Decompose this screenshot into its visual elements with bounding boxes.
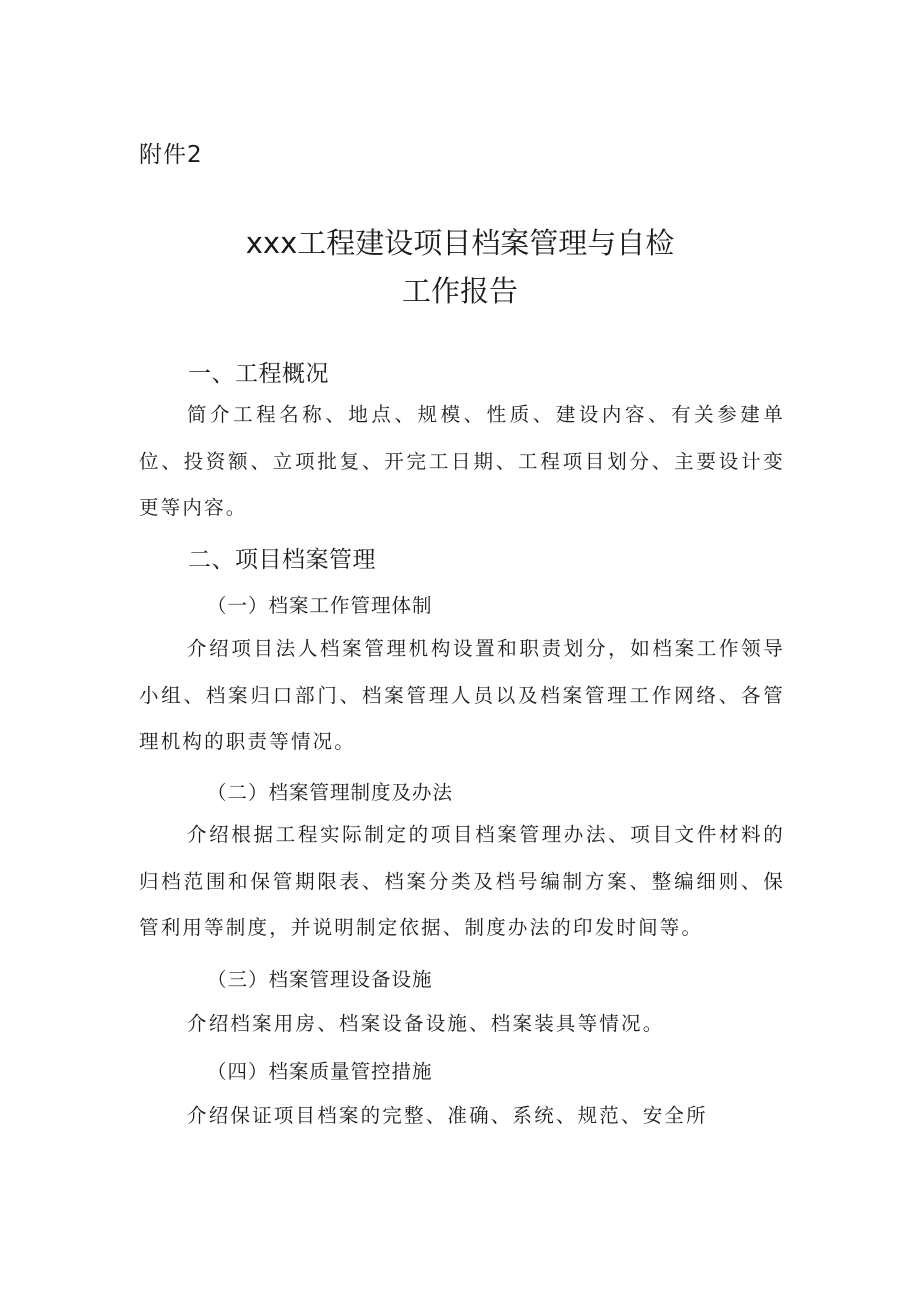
subsection-paragraph-4: 介绍保证项目档案的完整、准确、系统、规范、安全所: [187, 1104, 708, 1127]
subsection-heading-3: （三）档案管理设备设施: [207, 968, 433, 991]
document-title-line2: 工作报告: [401, 274, 518, 308]
subsection-heading-2: （二）档案管理制度及办法: [207, 781, 454, 804]
section-heading-overview: 一、工程概况: [188, 361, 329, 387]
subsection-heading-1: （一）档案工作管理体制: [207, 594, 433, 617]
subsection-paragraph-1: 介绍项目法人档案管理机构设置和职责划分，如档案工作领导小组、档案归口部门、档案管理人员以及档案管理工作网络、各管理机构的职责等情况。: [139, 637, 785, 753]
section-paragraph-overview: 简介工程名称、地点、规模、性质、建设内容、有关参建单位、投资额、立项批复、开完工日期、工程项目划分、主要设计变更等内容。: [139, 403, 785, 519]
attachment-label: 附件2: [139, 142, 203, 168]
subsection-paragraph-3: 介绍档案用房、档案设备设施、档案装具等情况。: [187, 1012, 665, 1035]
document-title-line1: xxx工程建设项目档案管理与自检: [245, 226, 675, 260]
subsection-heading-4: （四）档案质量管控措施: [207, 1060, 433, 1083]
subsection-paragraph-2: 介绍根据工程实际制定的项目档案管理办法、项目文件材料的归档范围和保管期限表、档案分类及档号编制方案、整编细则、保管利用等制度，并说明制定依据、制度办法的印发时间等。: [139, 823, 785, 939]
section-heading-archive-management: 二、项目档案管理: [188, 547, 376, 573]
